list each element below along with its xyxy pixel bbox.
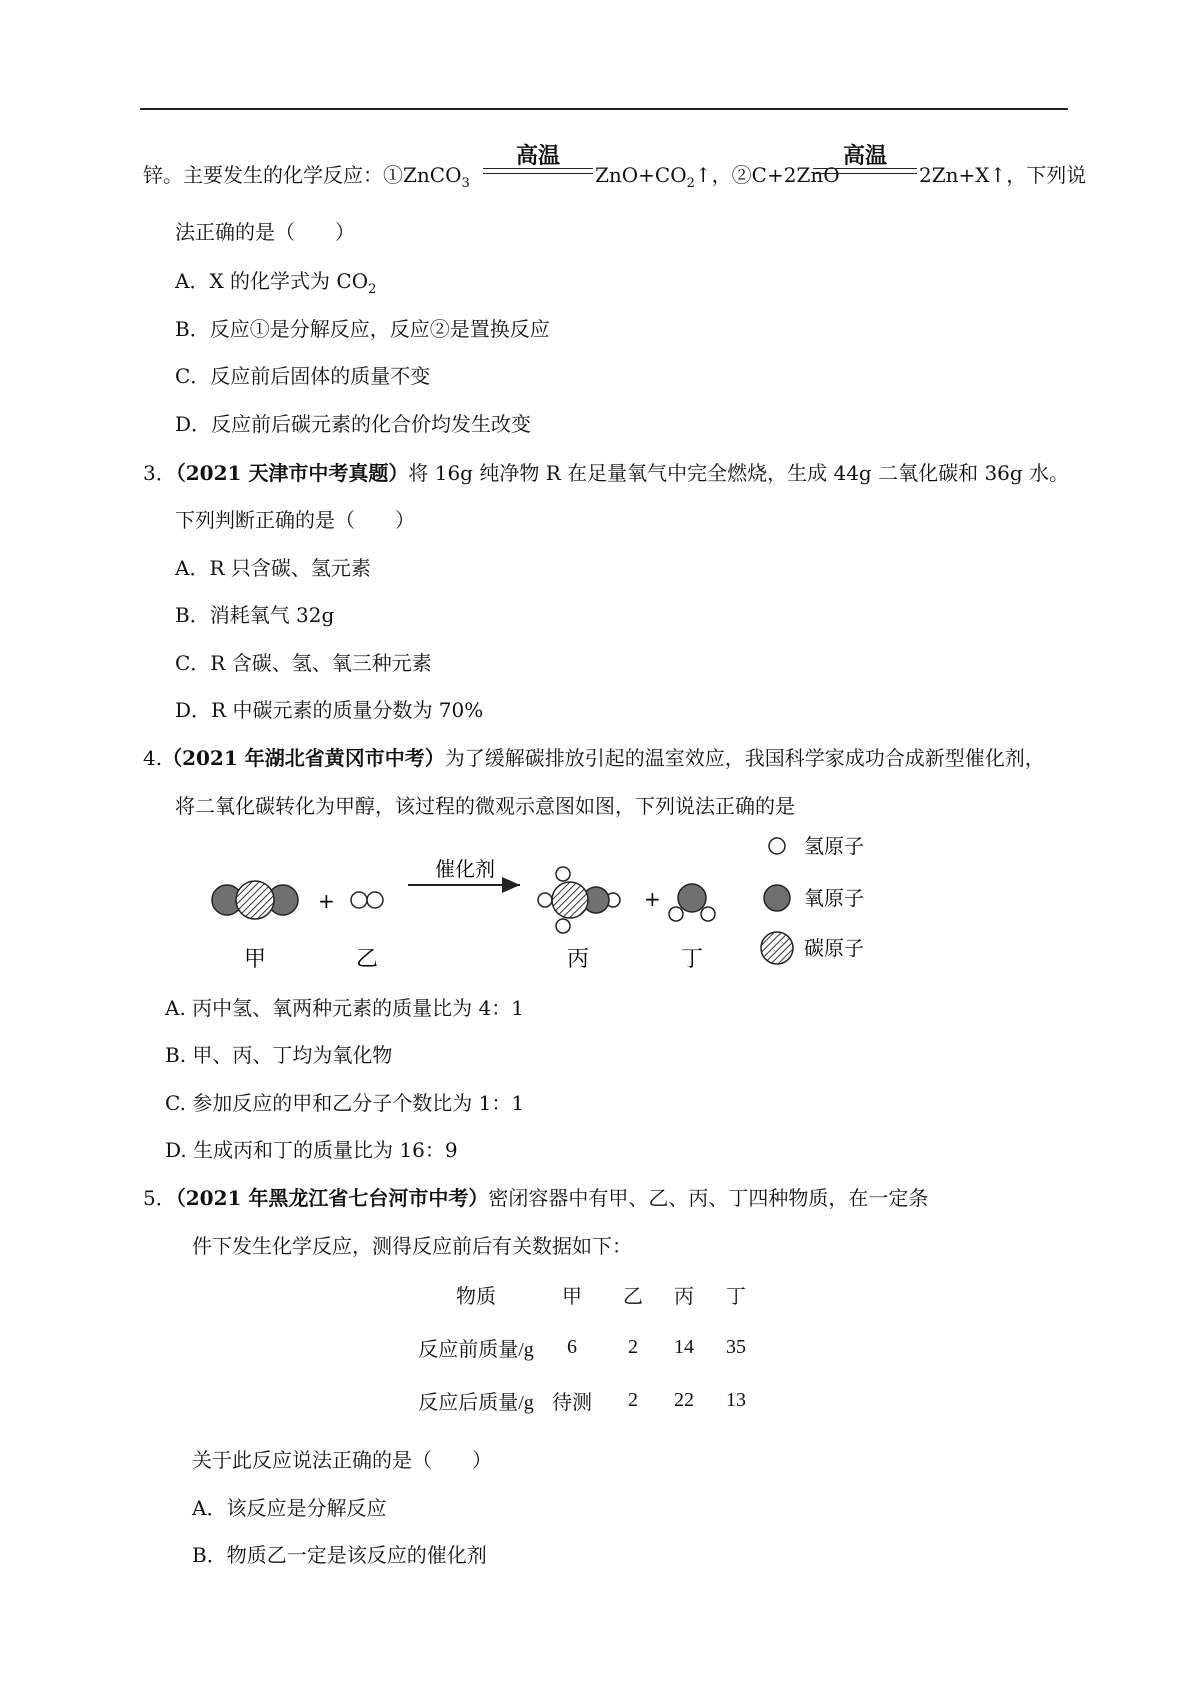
- table-cell: 2: [628, 1336, 638, 1358]
- q5-stem2: 件下发生化学反应，测得反应前后有关数据如下：: [192, 1234, 632, 1258]
- q4-option-b: B. 甲、丙、丁均为氧化物: [165, 1043, 393, 1067]
- carbon-atom: [236, 881, 274, 919]
- table-cell: 反应前质量/g: [418, 1339, 534, 1361]
- label-yi: 乙: [355, 947, 379, 972]
- q2-line1: 锌。主要发生的化学反应：①ZnCO$_3$: [143, 163, 470, 191]
- reaction-condition-2: 高温: [813, 146, 917, 174]
- q3-stem2: 下列判断正确的是（ ）: [175, 508, 415, 532]
- q2-line2: 法正确的是（ ）: [175, 220, 355, 244]
- table-cell: 甲: [562, 1286, 582, 1308]
- water-molecule: [669, 884, 715, 921]
- q3-source: （2021 天津市中考真题）: [175, 461, 409, 485]
- hydrogen-atom: [351, 892, 367, 908]
- catalyst-label: 催化剂: [435, 857, 495, 881]
- q5-stem1: 5．（2021 年黑龙江省七台河市中考）密闭容器中有甲、乙、丙、丁四种物质，在一定条: [143, 1186, 929, 1210]
- q5-option-b: B．物质乙一定是该反应的催化剂: [192, 1543, 487, 1567]
- carbon-atom: [552, 882, 588, 918]
- legend-carbon-label: 碳原子: [804, 936, 864, 960]
- q4-option-d: D. 生成丙和丁的质量比为 16：9: [165, 1138, 458, 1162]
- table-cell: 反应后质量/g: [418, 1392, 534, 1414]
- legend-oxygen-label: 氧原子: [804, 886, 864, 910]
- q5-source: （2021 年黑龙江省七台河市中考）: [175, 1186, 489, 1210]
- q4-stem2: 将二氧化碳转化为甲醇，该过程的微观示意图如图，下列说法正确的是: [175, 794, 795, 818]
- q3-option-c: C．R 含碳、氢、氧三种元素: [175, 651, 432, 675]
- q2-option-c: C．反应前后固体的质量不变: [175, 364, 431, 388]
- legend-hydrogen-label: 氢原子: [804, 834, 864, 858]
- table-row: [416, 1321, 762, 1374]
- legend-oxygen-swatch: [764, 885, 790, 911]
- hydrogen-atom: [556, 867, 570, 881]
- table-cell: 14: [674, 1336, 694, 1358]
- table-cell: 乙: [623, 1286, 643, 1308]
- q2-eq1-rhs: $ZnO+CO_2↑$，②C+2ZnO: [595, 163, 840, 191]
- table-header-row: [416, 1268, 762, 1321]
- mass-data-table: [416, 1268, 762, 1427]
- hydrogen-atom: [556, 919, 570, 933]
- q5-stem3: 关于此反应说法正确的是（ ）: [192, 1448, 492, 1472]
- table-cell: 待测: [552, 1392, 592, 1414]
- q3-option-a: A．R 只含碳、氢元素: [175, 556, 371, 580]
- molecule-diagram: [200, 820, 900, 980]
- oxygen-atom: [678, 884, 706, 912]
- table-cell: 物质: [456, 1286, 496, 1308]
- table-cell: 2: [628, 1389, 638, 1411]
- table-row: [416, 1374, 762, 1427]
- legend: [761, 834, 864, 964]
- co2-molecule: [212, 881, 298, 919]
- hydrogen-atom: [538, 893, 552, 907]
- q5-option-a: A．该反应是分解反应: [192, 1496, 387, 1520]
- label-ding: 丁: [680, 947, 704, 972]
- q3-option-d: D．R 中碳元素的质量分数为 70%: [175, 698, 484, 722]
- label-jia: 甲: [243, 947, 267, 972]
- hydrogen-atom: [367, 892, 383, 908]
- q2-eq2-rhs: 2Zn+X↑，下列说: [919, 163, 1087, 187]
- q3-option-b: B．消耗氧气 32g: [175, 603, 335, 627]
- legend-hydrogen-swatch: [769, 838, 785, 854]
- table-cell: 35: [726, 1336, 746, 1358]
- table-cell: 丙: [674, 1286, 694, 1308]
- reaction-condition-1: 高温: [483, 146, 593, 174]
- h2-molecule: [351, 892, 383, 908]
- methanol-molecule: [538, 867, 620, 933]
- q4-option-c: C. 参加反应的甲和乙分子个数比为 1：1: [165, 1091, 525, 1115]
- legend-carbon-swatch: [761, 932, 793, 964]
- hydrogen-atom: [669, 907, 683, 921]
- hydrogen-atom: [701, 907, 715, 921]
- table-cell: 丁: [726, 1286, 746, 1308]
- q2-option-d: D．反应前后碳元素的化合价均发生改变: [175, 412, 532, 436]
- q2-option-b: B．反应①是分解反应，反应②是置换反应: [175, 317, 550, 341]
- table-cell: 22: [674, 1389, 694, 1411]
- plus-sign: +: [318, 889, 335, 913]
- plus-sign: +: [644, 887, 661, 911]
- table-cell: 13: [726, 1389, 746, 1411]
- q4-option-a: A. 丙中氢、氧两种元素的质量比为 4：1: [165, 996, 524, 1020]
- q4-source: （2021 年湖北省黄冈市中考）: [162, 746, 445, 770]
- q4-stem1: 4.（2021 年湖北省黄冈市中考）为了缓解碳排放引起的温室效应，我国科学家成功合成新型催化剂，: [143, 746, 1045, 770]
- header-rule: [140, 108, 1068, 110]
- label-bing: 丙: [566, 947, 590, 972]
- table-cell: 6: [567, 1336, 577, 1358]
- q2-option-a: A．X 的化学式为 $CO_2$: [175, 269, 377, 297]
- q2-line1-start: 锌。主要发生的化学反应：①ZnCO: [143, 163, 462, 187]
- q3-stem1: 3．（2021 天津市中考真题）将 16g 纯净物 R 在足量氧气中完全燃烧，生成 44g 二氧化碳和 36g 水。: [143, 461, 1070, 485]
